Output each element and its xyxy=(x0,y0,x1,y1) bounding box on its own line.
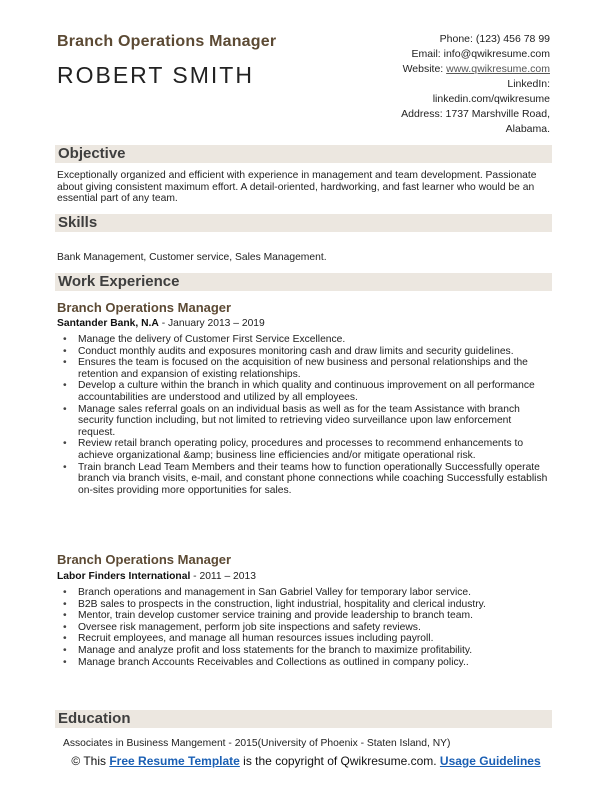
objective-text: Exceptionally organized and efficient with experience in management and team development. Passionate about giving consistent maximum effort. A detail-oriented, hardworking, and fast learner who would be an essential part of any team. xyxy=(57,170,537,204)
list-item: • Manage and analyze profit and loss statements for the branch to maximize profitability. xyxy=(63,645,550,657)
resume-title: Branch Operations Manager xyxy=(57,33,277,50)
footer-copyright xyxy=(0,755,612,768)
job-bullets xyxy=(63,334,550,496)
job-company: Labor Finders International xyxy=(57,571,191,582)
list-item: • Recruit employees, and manage all human resources issues including payroll. xyxy=(63,633,550,645)
list-item: • Develop a culture within the branch in which quality and continuous improvement on all performance accountabilities are understood and utilized by all employees. xyxy=(63,380,550,403)
education-section-header xyxy=(55,710,552,728)
list-item: • B2B sales to prospects in the construction, light industrial, hospitality and clerical industry. xyxy=(63,599,550,611)
objective-heading: Objective xyxy=(58,145,126,162)
education-heading: Education xyxy=(58,710,131,727)
skills-text: Bank Management, Customer service, Sales Management. xyxy=(57,252,327,263)
job-dates: - 2011 – 2013 xyxy=(190,571,256,582)
list-item: • Review retail branch operating policy, procedures and processes to recommend enhancements to achieve organizational &amp; business line efficiencies and/or mitigate operational risk. xyxy=(63,438,550,461)
free-resume-template-link[interactable]: Free Resume Template xyxy=(109,754,240,768)
footer-middle: is the copyright of Qwikresume.com. xyxy=(239,754,440,768)
candidate-name: ROBERT SMITH xyxy=(57,62,254,88)
education-text: Associates in Business Mangement - 2015(University of Phoenix - Staten Island, NY) xyxy=(63,738,451,749)
work-section-header xyxy=(55,273,552,291)
list-item: • Train branch Lead Team Members and their teams how to function operationally Successfully operate branch via branch visits, e-mail, and constant phone connections while coaching Successfully establish on-sites providing more opportunities for sales. xyxy=(63,462,550,497)
footer-prefix: © This xyxy=(71,754,110,768)
job-title: Branch Operations Manager xyxy=(57,552,232,567)
objective-section-header xyxy=(55,145,552,163)
list-item: • Branch operations and management in San Gabriel Valley for temporary labor service. xyxy=(63,587,550,599)
list-item: • Conduct monthly audits and exposures monitoring cash and draw limits and security guidelines. xyxy=(63,346,550,358)
list-item: • Mentor, train develop customer service training and provide leadership to branch team. xyxy=(63,610,550,622)
contact-email: Email: info@qwikresume.com xyxy=(411,48,550,60)
job-bullets xyxy=(63,587,550,668)
contact-block xyxy=(350,32,550,137)
usage-guidelines-link[interactable]: Usage Guidelines xyxy=(439,754,541,768)
list-item: • Manage the delivery of Customer First Service Excellence. xyxy=(63,334,550,346)
list-item: • Oversee risk management, perform job site inspections and safety reviews. xyxy=(63,622,550,634)
skills-section-header xyxy=(55,214,552,232)
list-item: • Ensures the team is focused on the acquisition of new business and personal relationships and the retention and expansion of existing relationships. xyxy=(63,357,550,380)
contact-linkedin-value: linkedin.com/qwikresume xyxy=(432,93,550,105)
job-meta xyxy=(57,318,265,329)
job-meta xyxy=(57,571,256,582)
skills-heading: Skills xyxy=(58,214,98,231)
job-company: Santander Bank, N.A xyxy=(57,318,159,329)
contact-address-line1: Address: 1737 Marshville Road, xyxy=(401,108,550,120)
contact-linkedin-label: LinkedIn: xyxy=(507,78,550,90)
website-link[interactable]: www.qwikresume.com xyxy=(446,63,550,75)
contact-phone: Phone: (123) 456 78 99 xyxy=(439,33,550,45)
work-heading: Work Experience xyxy=(58,273,180,290)
job-title: Branch Operations Manager xyxy=(57,300,232,315)
contact-address-line2: Alabama. xyxy=(505,123,550,135)
website-label: Website: xyxy=(402,63,447,75)
contact-website xyxy=(350,62,550,77)
job-dates: - January 2013 – 2019 xyxy=(158,318,265,329)
list-item: • Manage branch Accounts Receivables and Collections as outlined in company policy.. xyxy=(63,657,550,669)
list-item: • Manage sales referral goals on an individual basis as well as for the team Assistance with branch security function including, but not limited to retrieving video surveillance upon law enforcement request. xyxy=(63,404,550,439)
